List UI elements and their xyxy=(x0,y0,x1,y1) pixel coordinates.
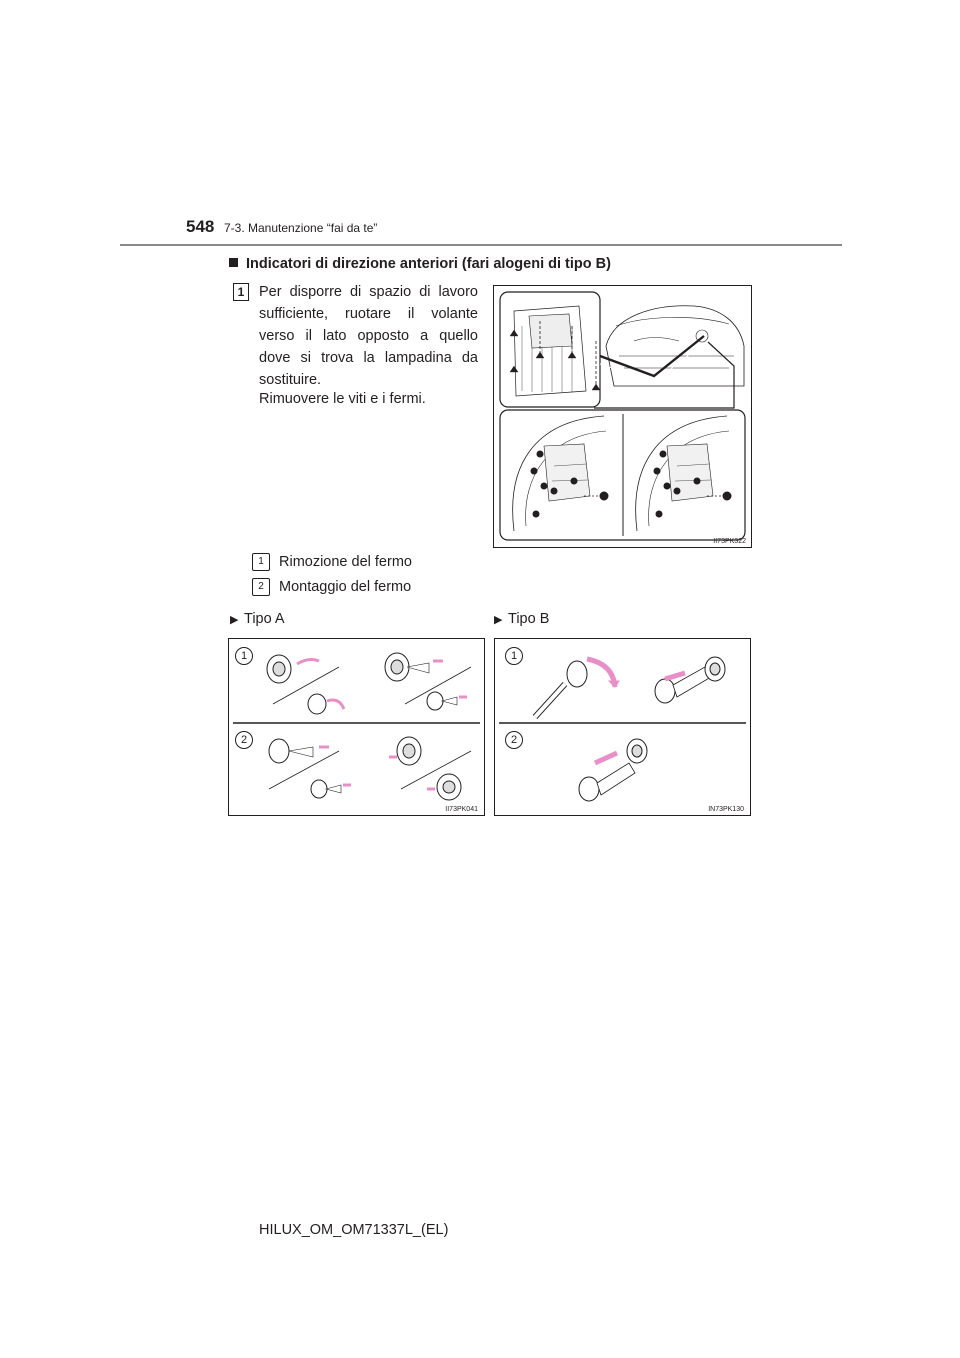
page-number: 548 xyxy=(186,217,215,236)
vehicle-illustration-drawing xyxy=(494,286,751,547)
type-b-drawing xyxy=(495,639,750,815)
legend-number-2: 2 xyxy=(252,578,270,596)
legend-label-1: Rimozione del fermo xyxy=(279,554,412,570)
section-title xyxy=(229,256,611,272)
legend-label-2: Montaggio del fermo xyxy=(279,579,412,595)
square-bullet-icon xyxy=(229,258,238,267)
type-b-step-2: 2 xyxy=(505,731,523,749)
figure-code: II73PK322 xyxy=(713,538,746,545)
section-title-text: Indicatori di direzione anteriori (fari alogeni di tipo B) xyxy=(246,256,611,272)
step-instruction: Per disporre di spazio di lavoro sufficiente, ruotare il volante verso il lato opposto a quello dove si trova la lampadina da sostituire. xyxy=(259,284,478,388)
chapter-title: 7-3. Manutenzione “fai da te” xyxy=(224,221,378,235)
triangle-bullet-icon: ▶ xyxy=(230,614,239,626)
type-a-illustration xyxy=(228,638,485,816)
document-id: HILUX_OM_OM71337L_(EL) xyxy=(259,1222,449,1238)
type-a-step-2: 2 xyxy=(235,731,253,749)
type-b-step-1: 1 xyxy=(505,647,523,665)
type-b-label: Tipo B xyxy=(508,611,550,627)
type-a-step-1: 1 xyxy=(235,647,253,665)
legend-number-1: 1 xyxy=(252,553,270,571)
triangle-bullet-icon: ▶ xyxy=(494,614,503,626)
type-a-figure-code: II73PK041 xyxy=(445,806,478,813)
type-b-illustration xyxy=(494,638,751,816)
step-badge: 1 xyxy=(233,283,249,301)
header-divider xyxy=(120,244,842,246)
type-a-label: Tipo A xyxy=(244,611,285,627)
type-b-figure-code: IN73PK130 xyxy=(708,806,744,813)
type-a-drawing xyxy=(229,639,484,815)
step-instruction-secondary: Rimuovere le viti e i fermi. xyxy=(259,391,426,407)
vehicle-illustration xyxy=(493,285,752,548)
